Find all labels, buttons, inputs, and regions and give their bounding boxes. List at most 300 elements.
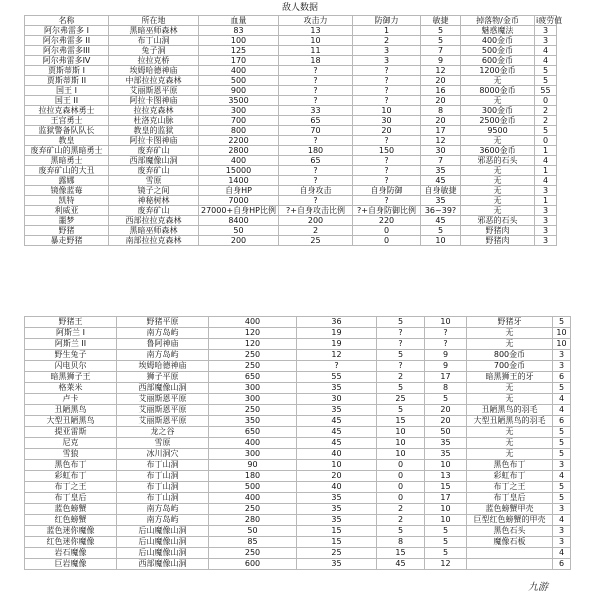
table-cell: 暗黑狮王的牙 [467, 372, 553, 383]
table-cell: 南方岛屿 [117, 328, 209, 339]
table-cell: 邪恶的石头 [461, 216, 535, 226]
table-row [25, 394, 571, 405]
table-cell: 33 [279, 106, 353, 116]
table-cell: 无 [467, 339, 553, 350]
table-cell: 400 [209, 438, 297, 449]
table-cell: ? [353, 166, 421, 176]
table-cell: 彩虹布丁 [467, 471, 553, 482]
table-cell: 拉拉克森林勇士 [25, 106, 109, 116]
table-cell: 600金币 [461, 56, 535, 66]
table-cell: 300 [209, 449, 297, 460]
table-cell: 自身攻击 [279, 186, 353, 196]
table-cell: 17 [425, 493, 467, 504]
table-cell: 布丁皇后 [25, 493, 117, 504]
table-cell: 650 [209, 427, 297, 438]
sheet-title: 敌人数据 [281, 3, 318, 13]
table-cell: 500 [209, 482, 297, 493]
table-cell: 800金币 [467, 350, 553, 361]
table-cell: 35 [421, 166, 461, 176]
table-cell: 3 [535, 26, 557, 36]
table-cell: 1200金币 [461, 66, 535, 76]
table-cell: 0 [353, 236, 421, 246]
table-cell: 阿尔弗雷多III [25, 46, 109, 56]
table-cell: 20 [421, 96, 461, 106]
table-cell: ? [353, 136, 421, 146]
table-cell: 兔子洞 [109, 46, 199, 56]
table-cell: 1 [535, 166, 557, 176]
table-row [25, 350, 571, 361]
table-cell: 野猪王 [25, 317, 117, 328]
table-cell: 10 [353, 106, 421, 116]
table-cell: 3 [553, 350, 571, 361]
table-cell: 15 [377, 416, 425, 427]
table-cell: ? [377, 361, 425, 372]
table-cell: 35 [297, 383, 377, 394]
table-cell: 格莱米 [25, 383, 117, 394]
table-row [25, 405, 571, 416]
table-row [25, 206, 557, 216]
column-header: 掉落物/金币 [461, 16, 535, 26]
table-cell: 12 [421, 136, 461, 146]
table-cell: 3 [353, 56, 421, 66]
table-cell: ?+自身攻击比例 [279, 206, 353, 216]
table-cell: 5 [535, 76, 557, 86]
table-cell: 120 [209, 339, 297, 350]
table-cell: 5 [425, 548, 467, 559]
table-cell: 无 [461, 196, 535, 206]
table-cell: 0 [535, 96, 557, 106]
table-cell: 卢卡 [25, 394, 117, 405]
table-cell: 5 [553, 482, 571, 493]
table-cell: 7000 [199, 196, 279, 206]
table-cell: 180 [209, 471, 297, 482]
table-cell: 10 [425, 460, 467, 471]
table-cell: 阿尔弗雷多IV [25, 56, 109, 66]
table-cell: 3500 [199, 96, 279, 106]
table-cell: 65 [279, 116, 353, 126]
table-cell: 西部魔像山洞 [109, 156, 199, 166]
table-cell: 野猪 [25, 226, 109, 236]
table-cell: 5 [425, 394, 467, 405]
table-cell: 8400 [199, 216, 279, 226]
table-cell: 30 [297, 394, 377, 405]
table-cell: 35 [421, 196, 461, 206]
table-cell: 无 [467, 328, 553, 339]
table-cell: 5 [535, 66, 557, 76]
table-cell: 0 [377, 482, 425, 493]
table-cell: 艾丽斯恩平原 [117, 394, 209, 405]
table-cell: 5 [377, 350, 425, 361]
table-cell: 自身HP [199, 186, 279, 196]
table-cell: 5 [421, 226, 461, 236]
table-cell: 后山魔像山洞 [117, 548, 209, 559]
table-row [25, 515, 571, 526]
table-cell: 南方岛屿 [117, 504, 209, 515]
table-cell: 300 [199, 106, 279, 116]
table-cell: ? [353, 196, 421, 206]
table-row [25, 196, 557, 206]
table-cell: 20 [421, 116, 461, 126]
table-cell: 500 [199, 76, 279, 86]
table-cell: 10 [425, 515, 467, 526]
table-cell: 5 [421, 26, 461, 36]
table-cell: 3 [553, 504, 571, 515]
table-cell: 4 [553, 548, 571, 559]
table-row [25, 166, 557, 176]
table-cell: 巨岩魔像 [25, 559, 117, 570]
table-cell: 8 [421, 106, 461, 116]
table-cell: 2 [535, 106, 557, 116]
table-cell: ? [279, 76, 353, 86]
table-cell: 5 [553, 449, 571, 460]
table-cell: 17 [421, 126, 461, 136]
table-cell: 红色迷你魔像 [25, 537, 117, 548]
table-cell: 凯特 [25, 196, 109, 206]
table-cell: 600 [209, 559, 297, 570]
table-cell: 国王 I [25, 86, 109, 96]
table-row [25, 86, 557, 96]
table-cell: 4 [535, 56, 557, 66]
table-row [25, 427, 571, 438]
table-cell: 13 [425, 471, 467, 482]
table-cell: 20 [425, 416, 467, 427]
table-cell: 闪电贝尔 [25, 361, 117, 372]
table-cell: 10 [553, 339, 571, 350]
table-cell: 5 [377, 405, 425, 416]
table-cell: 黑色布丁 [25, 460, 117, 471]
table-cell: 提亚雷斯 [25, 427, 117, 438]
table-cell: 40 [297, 482, 377, 493]
table-row [25, 146, 557, 156]
table-row [25, 26, 557, 36]
table-cell: ? [279, 176, 353, 186]
table-cell: 4 [553, 471, 571, 482]
table-cell: 南方岛屿 [117, 515, 209, 526]
table-cell: 3 [535, 226, 557, 236]
table-cell: 野生兔子 [25, 350, 117, 361]
table-cell: 巨型红色螃蟹的甲壳 [467, 515, 553, 526]
table-cell: ? [353, 176, 421, 186]
table-cell: 20 [421, 76, 461, 86]
table-cell: 2 [377, 372, 425, 383]
table-cell: 800 [199, 126, 279, 136]
table-cell: 布丁之王 [25, 482, 117, 493]
table-cell: 西部魔像山洞 [117, 559, 209, 570]
table-cell: 15000 [199, 166, 279, 176]
table-cell: 170 [199, 56, 279, 66]
table-cell: 35 [297, 504, 377, 515]
table-cell: 15 [297, 526, 377, 537]
table-cell: 5 [553, 317, 571, 328]
table-cell: ? [279, 96, 353, 106]
table-cell: 0 [535, 136, 557, 146]
table-cell: 20 [297, 471, 377, 482]
table-row [25, 317, 571, 328]
table-cell: 废弃矿山的大丑 [25, 166, 109, 176]
table-cell: 无 [461, 76, 535, 86]
table-cell: 4 [553, 405, 571, 416]
table-cell: 25 [279, 236, 353, 246]
table-cell: 5 [425, 537, 467, 548]
table-cell: 布丁山洞 [117, 460, 209, 471]
table-cell: 27000+自身HP比例 [199, 206, 279, 216]
table-cell: 布丁皇后 [467, 493, 553, 504]
table-cell: ? [279, 166, 353, 176]
table-cell: 野猪牙 [467, 317, 553, 328]
table-row [25, 116, 557, 126]
table-cell: 布丁山洞 [117, 482, 209, 493]
table-cell: 350 [209, 416, 297, 427]
table-cell: 4 [535, 176, 557, 186]
table-cell: 5 [553, 493, 571, 504]
table-cell: 50 [209, 526, 297, 537]
enemy-table-2 [24, 316, 571, 570]
table-cell: 3 [553, 526, 571, 537]
table-cell: 露娜 [25, 176, 109, 186]
table-cell: 18 [279, 56, 353, 66]
table-cell: 阿尔弗雷多 I [25, 26, 109, 36]
table-cell: 利威亚 [25, 206, 109, 216]
table-cell: ? [279, 196, 353, 206]
table-cell: 12 [425, 559, 467, 570]
table-cell: 5 [553, 383, 571, 394]
table-cell: 5 [377, 526, 425, 537]
table-cell: 40 [297, 449, 377, 460]
table-cell: 野猪肉 [461, 226, 535, 236]
table-cell: 85 [209, 537, 297, 548]
table-cell: 西部拉拉克森林 [109, 216, 199, 226]
table-row [25, 236, 557, 246]
table-cell: 龙之谷 [117, 427, 209, 438]
table-row [25, 176, 557, 186]
table-cell: 3 [535, 216, 557, 226]
table-cell: 0 [353, 226, 421, 236]
table-cell: ? [353, 86, 421, 96]
table-cell: 45 [377, 559, 425, 570]
table-cell: 150 [353, 146, 421, 156]
table-cell: 3 [553, 460, 571, 471]
enemy-table-1 [24, 15, 563, 246]
table-cell: 250 [209, 504, 297, 515]
table-cell: 15 [377, 548, 425, 559]
table-row [25, 460, 571, 471]
table-cell: 暴走野猪 [25, 236, 109, 246]
table-cell: 0 [377, 460, 425, 471]
table-cell: 大型丑陋黑鸟 [25, 416, 117, 427]
table-cell: 2 [535, 116, 557, 126]
table-cell: ? [425, 339, 467, 350]
table-cell: 55 [297, 372, 377, 383]
table-cell: ? [279, 136, 353, 146]
table-cell: 阿拉卡图神庙 [109, 136, 199, 146]
table-cell: 5 [425, 526, 467, 537]
table-cell: 黑色布丁 [467, 460, 553, 471]
table-cell: 5 [553, 427, 571, 438]
table-cell: 阿斯兰 I [25, 328, 117, 339]
table-cell: 5 [553, 438, 571, 449]
table-cell: 拉拉克森林 [109, 106, 199, 116]
table-cell: 2800 [199, 146, 279, 156]
table-cell: 200 [279, 216, 353, 226]
table-row [25, 126, 557, 136]
table-cell: 镜子之间 [109, 186, 199, 196]
table-cell: 野猪肉 [461, 236, 535, 246]
table-cell: 阿拉卡图神庙 [109, 96, 199, 106]
table-cell: 蓝色螃蟹 [25, 504, 117, 515]
table-cell: 300 [209, 394, 297, 405]
table-cell: 250 [209, 350, 297, 361]
table-row [25, 361, 571, 372]
table-row [25, 537, 571, 548]
table-row [25, 96, 557, 106]
table-cell: 900 [199, 86, 279, 96]
table-cell: 拉拉克桥 [109, 56, 199, 66]
header-row [25, 16, 557, 26]
table-cell: 野猪平原 [117, 317, 209, 328]
column-header: 防御力 [353, 16, 421, 26]
table-cell: ? [353, 76, 421, 86]
table-cell: 45 [421, 216, 461, 226]
table-cell: 250 [209, 405, 297, 416]
table-row [25, 216, 557, 226]
table-cell: 3 [535, 236, 557, 246]
table-cell: 7 [421, 46, 461, 56]
table-cell: 自身敏捷 [421, 186, 461, 196]
table-cell: 100 [199, 36, 279, 46]
table-cell: 3 [535, 206, 557, 216]
table-cell: 雪原 [109, 176, 199, 186]
table-cell: 贾斯蒂斯 II [25, 76, 109, 86]
table-cell: 250 [209, 361, 297, 372]
table-cell: 20 [353, 126, 421, 136]
table-cell: 无 [467, 394, 553, 405]
table-cell: 220 [353, 216, 421, 226]
table-cell: 3 [553, 361, 571, 372]
table-cell: 0 [377, 471, 425, 482]
table-cell: 10 [377, 449, 425, 460]
table-cell: 13 [279, 26, 353, 36]
table-cell: 16 [421, 86, 461, 96]
table-cell: 教皇 [25, 136, 109, 146]
table-row [25, 226, 557, 236]
table-cell: 艾丽斯恩平原 [117, 416, 209, 427]
table-cell: 布丁山洞 [109, 36, 199, 46]
table-cell: 雪原 [117, 438, 209, 449]
table-cell: 1 [353, 26, 421, 36]
table-row [25, 76, 557, 86]
table-row [25, 471, 571, 482]
table-cell: 25 [377, 394, 425, 405]
table-cell: ? [353, 96, 421, 106]
table-row [25, 372, 571, 383]
table-cell: 8 [377, 537, 425, 548]
table-cell: 无 [467, 438, 553, 449]
table-cell: 400 [199, 66, 279, 76]
table-cell: 2 [377, 504, 425, 515]
table-cell: 魅惑魔法 [461, 26, 535, 36]
table-cell: 杜洛克山脉 [109, 116, 199, 126]
table-cell: 10 [425, 504, 467, 515]
table-cell: 神秘树林 [109, 196, 199, 206]
table-cell: 35 [297, 559, 377, 570]
table-cell: 400金币 [461, 36, 535, 46]
table-cell: 黑暗勇士 [25, 156, 109, 166]
table-cell: 黑色石头 [467, 526, 553, 537]
table-cell: 废弃矿山的黑暗勇士 [25, 146, 109, 156]
table-cell: 500金币 [461, 46, 535, 56]
table-cell: 4 [535, 46, 557, 56]
table-cell: 400 [199, 156, 279, 166]
table-row [25, 46, 557, 56]
table-cell: 300 [209, 383, 297, 394]
table-cell: 65 [279, 156, 353, 166]
table-cell: 10 [421, 236, 461, 246]
table-cell: 9500 [461, 126, 535, 136]
table-cell: 暗黑狮子王 [25, 372, 117, 383]
table-cell: 400 [209, 493, 297, 504]
table-cell: 艾丽斯恩平原 [109, 86, 199, 96]
table-cell: 6 [553, 559, 571, 570]
table-cell: 15 [297, 537, 377, 548]
table-row [25, 136, 557, 146]
table-row [25, 482, 571, 493]
table-cell: ? [377, 328, 425, 339]
table-row [25, 383, 571, 394]
table-cell: 650 [209, 372, 297, 383]
table-cell: 10 [377, 438, 425, 449]
table-cell: 30 [353, 116, 421, 126]
table-cell: 9 [421, 56, 461, 66]
table-row [25, 56, 557, 66]
table-cell: 5 [535, 126, 557, 136]
table-cell: 2 [279, 226, 353, 236]
table-cell: 4 [553, 515, 571, 526]
table-cell: 镜像蓝莓 [25, 186, 109, 196]
table-cell: 10 [297, 460, 377, 471]
table-cell: 125 [199, 46, 279, 56]
table-cell: 400 [209, 317, 297, 328]
table-cell: 1400 [199, 176, 279, 186]
table-cell: 狮子平原 [117, 372, 209, 383]
table-cell: 无 [467, 383, 553, 394]
table-cell: ? [279, 66, 353, 76]
table-row [25, 66, 557, 76]
table-cell: 19 [297, 328, 377, 339]
table-row [25, 416, 571, 427]
table-cell: ? [297, 361, 377, 372]
column-header: 名称 [25, 16, 109, 26]
table-cell: 废弃矿山 [109, 166, 199, 176]
table-cell: 废弃矿山 [109, 206, 199, 216]
table-cell: 6 [553, 372, 571, 383]
table-cell: 蓝色迷你魔像 [25, 526, 117, 537]
table-cell: 艾丽斯恩平原 [117, 405, 209, 416]
table-cell: 11 [279, 46, 353, 56]
table-cell: 阿尔弗雷多 II [25, 36, 109, 46]
watermark-logo: 九游 [528, 582, 548, 593]
table-cell: ? [353, 156, 421, 166]
column-header: 攻击力 [279, 16, 353, 26]
table-cell: 雪狼 [25, 449, 117, 460]
table-cell: 45 [297, 416, 377, 427]
table-cell: 3 [535, 186, 557, 196]
table-cell: 5 [377, 383, 425, 394]
table-cell: 700 [199, 116, 279, 126]
table-cell: 布丁之王 [467, 482, 553, 493]
table-cell: 10 [425, 317, 467, 328]
table-cell: 2 [353, 36, 421, 46]
table-cell: 冰川洞穴 [117, 449, 209, 460]
